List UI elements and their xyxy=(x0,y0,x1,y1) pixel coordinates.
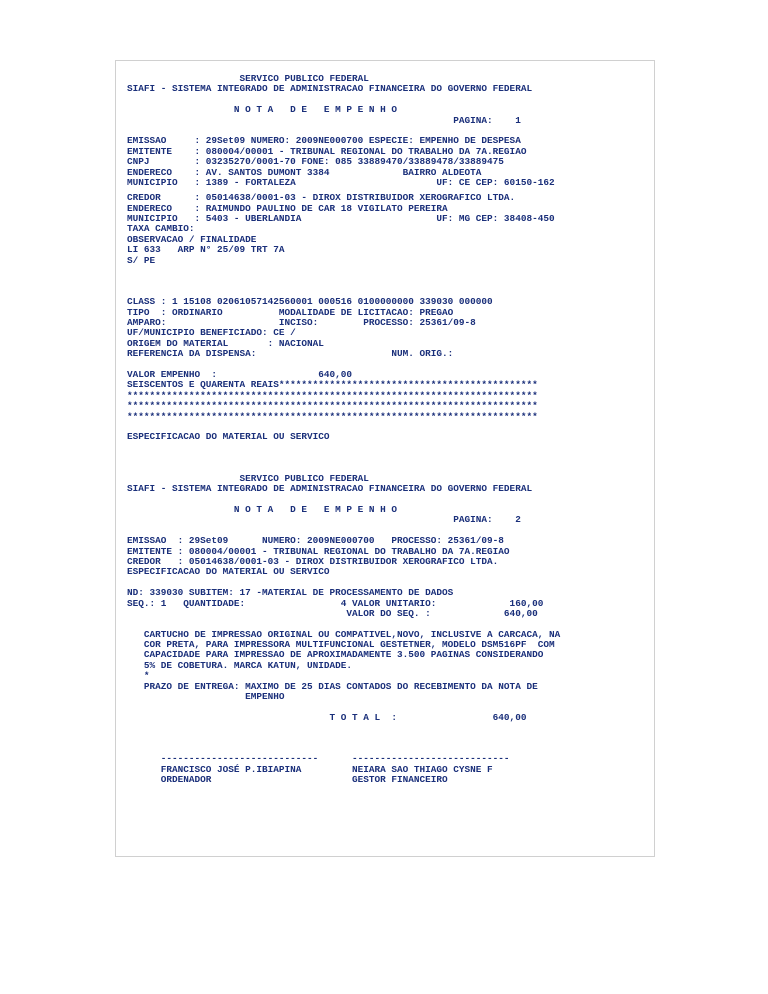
description-line: CAPACIDADE PARA IMPRESSAO DE APROXIMADAMENTE 3.500 PAGINAS CONSIDERANDO xyxy=(127,649,544,661)
nd-line: ND: 339030 SUBITEM: 17 -MATERIAL DE PROCESSAMENTO DE DADOS xyxy=(127,587,454,599)
page-number: PAGINA: 1 xyxy=(127,114,521,126)
credor-line: CREDOR : 05014638/0001-03 - DIROX DISTRIBUIDOR XEROGRAFICO LTDA. xyxy=(127,192,516,204)
prazo-line: PRAZO DE ENTREGA: MAXIMO DE 25 DIAS CONTADOS DO RECEBIMENTO DA NOTA DE xyxy=(127,680,538,692)
header-line-1-p2: SERVICO PUBLICO FEDERAL xyxy=(127,472,369,484)
document-title-p2: N O T A D E E M P E N H O xyxy=(127,504,398,516)
header-line-2-p2: SIAFI - SISTEMA INTEGRADO DE ADMINISTRACAO FINANCEIRA DO GOVERNO FEDERAL xyxy=(127,483,533,495)
emitente-line-p2: EMITENTE : 080004/00001 - TRIBUNAL REGIONAL DO TRABALHO DA 7A.REGIAO xyxy=(127,545,510,557)
valor-seq-line: VALOR DO SEQ. : 640,00 xyxy=(127,607,538,619)
valor-extenso-line: SEISCENTOS E QUARENTA REAIS********************************************** xyxy=(127,379,538,391)
signature-names: FRANCISCO JOSÉ P.IBIAPINA NEIARA SAO THIAGO CYSNE F xyxy=(127,763,493,775)
description-line: 5% DE COBETURA. MARCA KATUN, UNIDADE. xyxy=(127,659,353,671)
signature-lines: ---------------------------- ---------------------------- xyxy=(127,753,510,765)
observacao-line: OBSERVACAO / FINALIDADE xyxy=(127,233,257,245)
credor-line-p2: CREDOR : 05014638/0001-03 - DIROX DISTRIBUIDOR XEROGRAFICO LTDA. xyxy=(127,555,499,567)
credor-municipio-line: MUNICIPIO : 5403 - UBERLANDIA UF: MG CEP: 38408-450 xyxy=(127,213,555,225)
description-line: * xyxy=(127,670,150,682)
signature-roles: ORDENADOR GESTOR FINANCEIRO xyxy=(127,774,448,786)
origem-line: ORIGEM DO MATERIAL : NACIONAL xyxy=(127,337,324,349)
li-line: LI 633 ARP N° 25/09 TRT 7A xyxy=(127,244,285,256)
prazo-line: EMPENHO xyxy=(127,691,285,703)
page-number-p2: PAGINA: 2 xyxy=(127,514,521,526)
taxa-cambio-line: TAXA CAMBIO: xyxy=(127,223,195,235)
amparo-line: AMPARO: INCISO: PROCESSO: 25361/09-8 xyxy=(127,316,476,328)
referencia-line: REFERENCIA DA DISPENSA: NUM. ORIG.: xyxy=(127,348,454,360)
valor-empenho-line: VALOR EMPENHO : 640,00 xyxy=(127,368,353,380)
endereco-line: ENDERECO : AV. SANTOS DUMONT 3384 BAIRRO ALDEOTA xyxy=(127,166,482,178)
stars-line: ************************************************************************* xyxy=(127,410,538,422)
spe-line: S/ PE xyxy=(127,254,156,266)
description-line: COR PRETA, PARA IMPRESSORA MULTIFUNCIONAL GESTETNER, MODELO DSM516PF COM xyxy=(127,639,555,651)
header-line-1: SERVICO PUBLICO FEDERAL xyxy=(127,73,369,84)
especificacao-line-p2: ESPECIFICACAO DO MATERIAL OU SERVICO xyxy=(127,566,330,578)
header-line-2: SIAFI - SISTEMA INTEGRADO DE ADMINISTRACAO FINANCEIRA DO GOVERNO FEDERAL xyxy=(127,83,533,95)
especificacao-heading: ESPECIFICACAO DO MATERIAL OU SERVICO xyxy=(127,431,330,443)
emissao-line: EMISSAO : 29Set09 NUMERO: 2009NE000700 ESPECIE: EMPENHO DE DESPESA xyxy=(127,135,521,147)
tipo-line: TIPO : ORDINARIO MODALIDADE DE LICITACAO: PREGAO xyxy=(127,306,454,318)
cnpj-line: CNPJ : 03235270/0001-70 FONE: 085 33889470/33889478/33889475 xyxy=(127,156,504,168)
total-line: T O T A L : 640,00 xyxy=(127,711,527,723)
emissao-line-p2: EMISSAO : 29Set09 NUMERO: 2009NE000700 PROCESSO: 25361/09-8 xyxy=(127,535,504,547)
document-title: N O T A D E E M P E N H O xyxy=(127,104,398,116)
stars-line: ************************************************************************* xyxy=(127,389,538,401)
uf-municipio-line: UF/MUNICIPIO BENEFICIADO: CE / xyxy=(127,327,296,339)
seq-line: SEQ.: 1 QUANTIDADE: 4 VALOR UNITARIO: 160,00 xyxy=(127,597,544,609)
municipio-line: MUNICIPIO : 1389 - FORTALEZA UF: CE CEP: 60150-162 xyxy=(127,176,555,188)
credor-endereco-line: ENDERECO : RAIMUNDO PAULINO DE CAR 18 VIGILATO PEREIRA xyxy=(127,202,448,214)
nota-de-empenho-text xyxy=(127,74,647,786)
stars-line: ************************************************************************* xyxy=(127,400,538,412)
emitente-line: EMITENTE : 080004/00001 - TRIBUNAL REGIONAL DO TRABALHO DA 7A.REGIAO xyxy=(127,145,527,157)
class-line: CLASS : 1 15108 02061057142560001 000516 0100000000 339030 000000 xyxy=(127,296,493,308)
description-line: CARTUCHO DE IMPRESSAO ORIGINAL OU COMPATIVEL,NOVO, INCLUSIVE A CARCACA, NA xyxy=(127,628,561,640)
